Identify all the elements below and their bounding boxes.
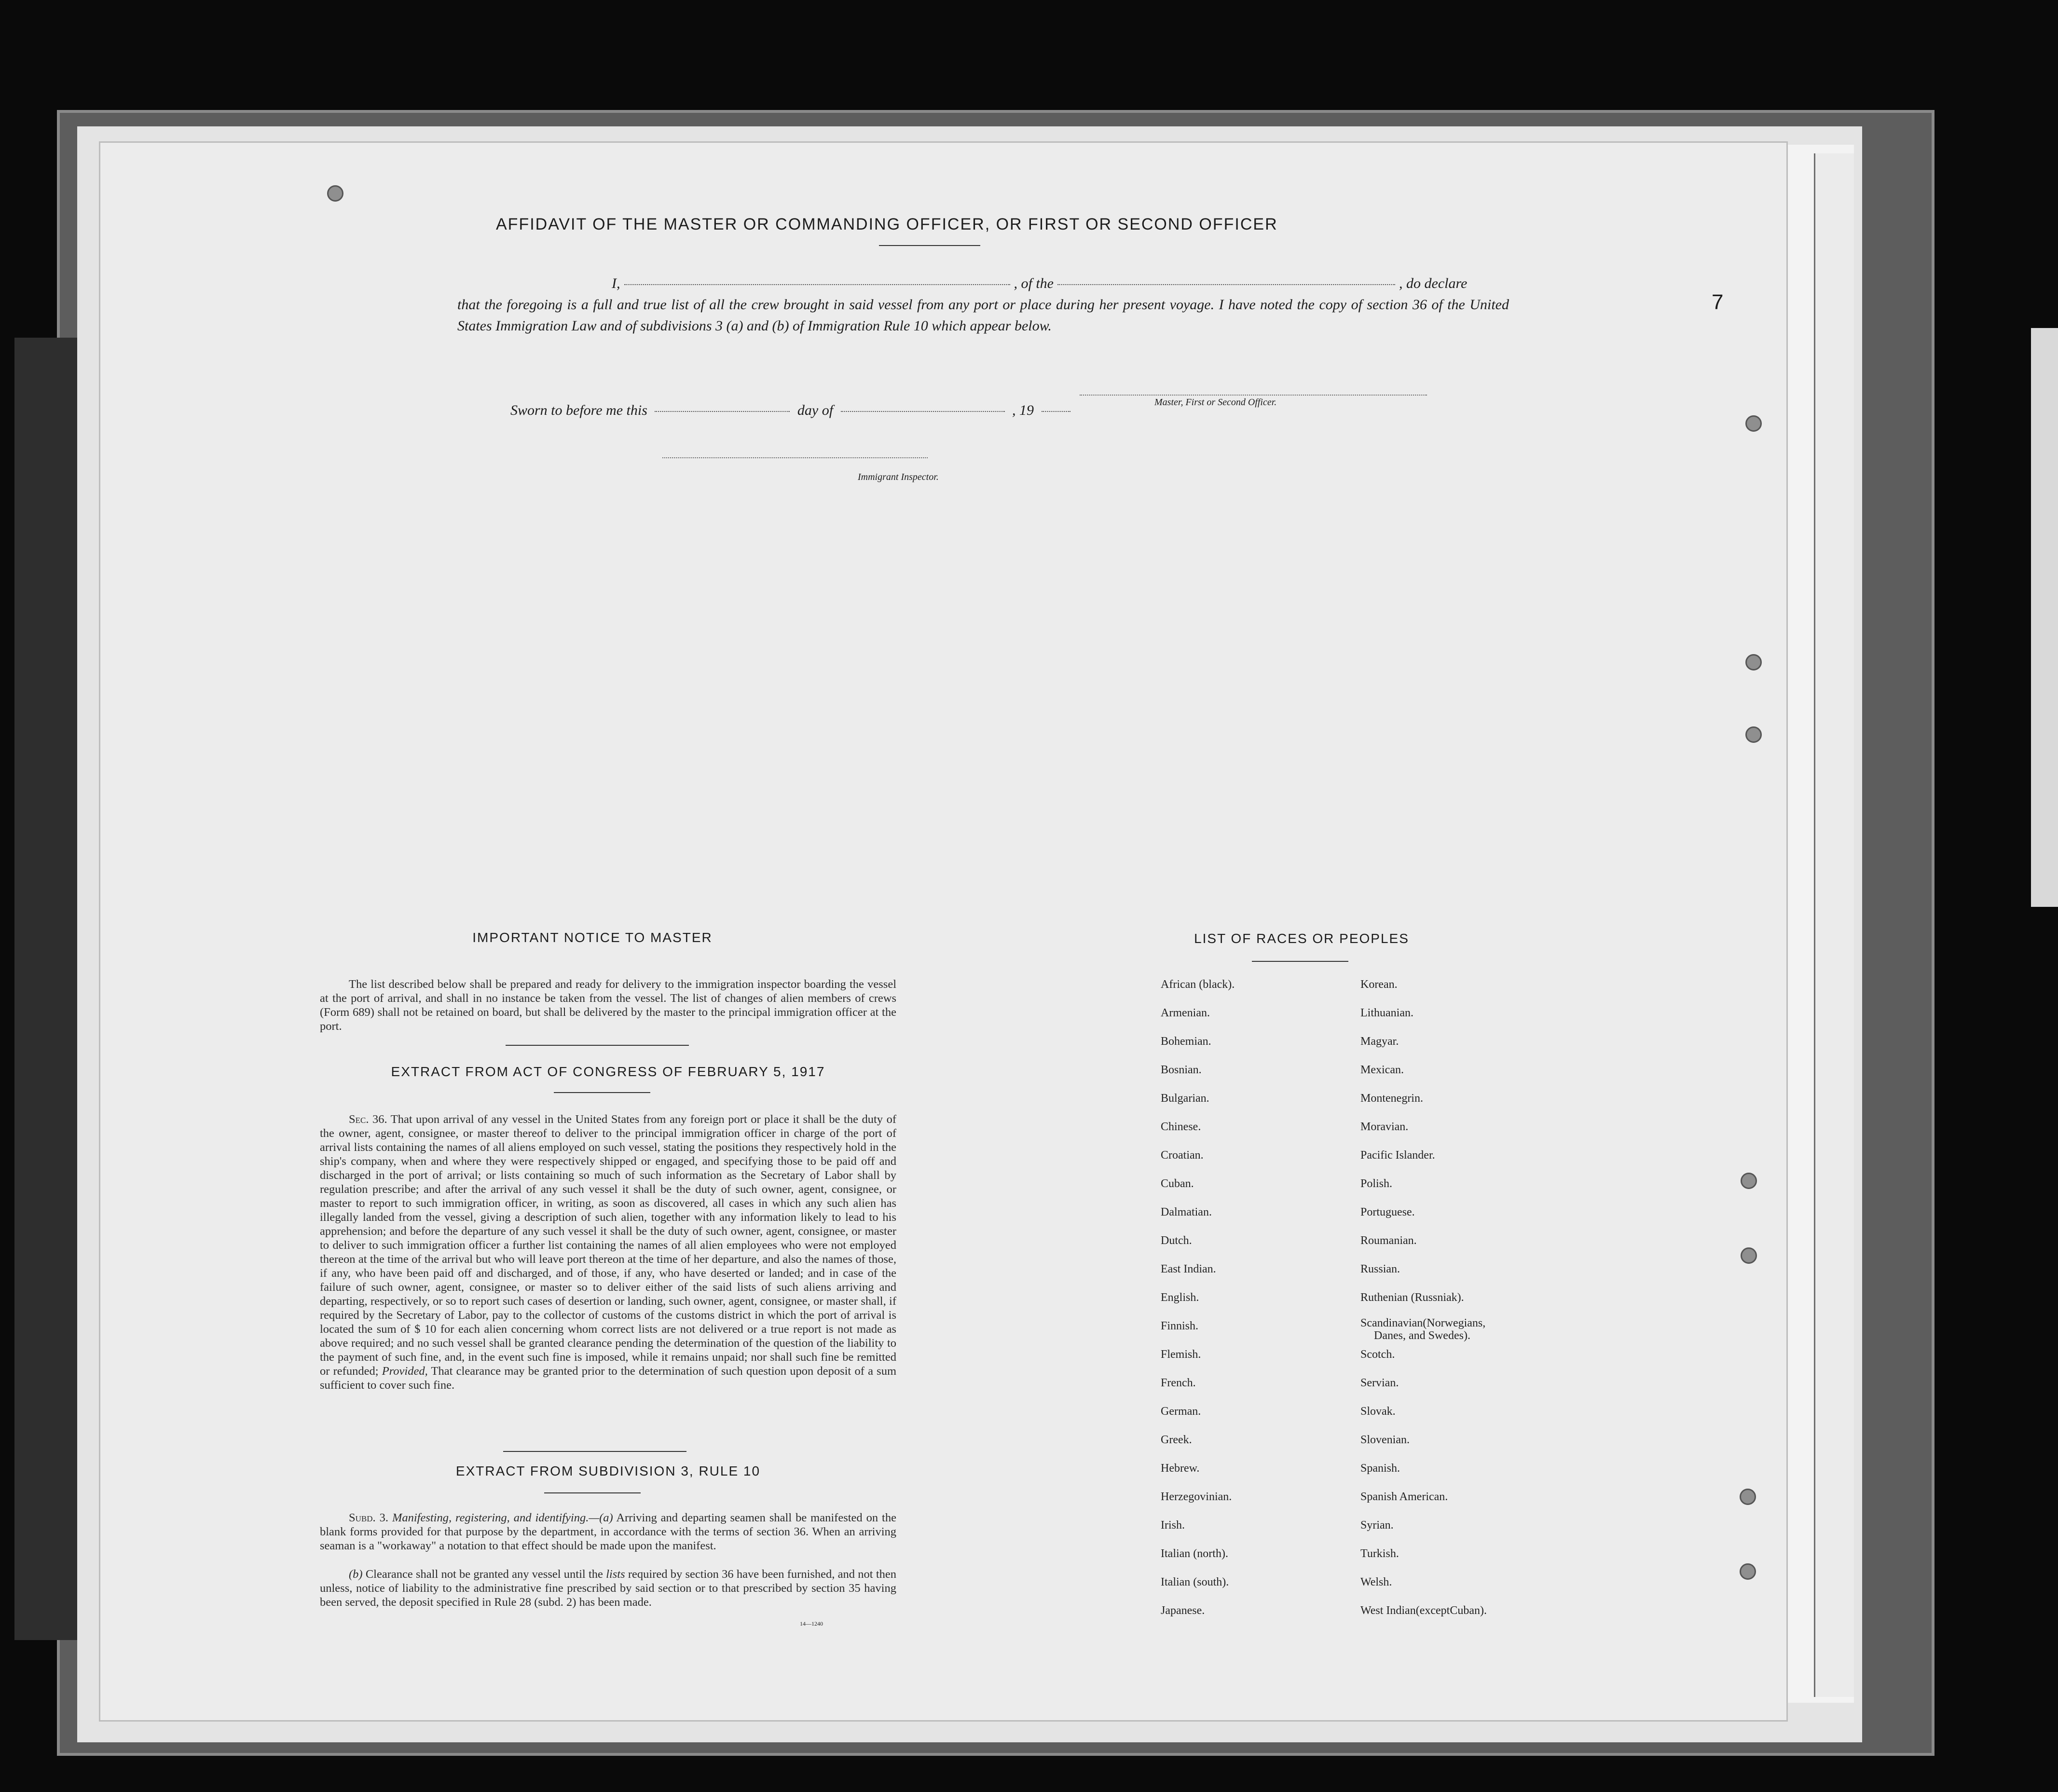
signature-label: Master, First or Second Officer.	[1154, 397, 1277, 408]
race-item: French.	[1161, 1377, 1196, 1389]
sworn-day: day of	[797, 402, 834, 418]
punch-hole	[1745, 726, 1762, 743]
race-item: Montenegrin.	[1360, 1092, 1423, 1105]
sec-label: Sec. 36.	[349, 1113, 387, 1126]
races-column-2	[1360, 971, 1487, 1625]
rule-subd-b	[320, 1567, 896, 1609]
race-item: Slovenian.	[1360, 1434, 1410, 1446]
divider	[879, 245, 980, 246]
punch-hole	[1740, 1489, 1756, 1505]
notice-title: IMPORTANT NOTICE TO MASTER	[472, 930, 713, 945]
rule-subd-a	[320, 1511, 896, 1553]
subd-b-2: required by section 36 have been furnished, and not then unless, notice of liability to the administrative fine prescribed by said section or to that prescribed by section 35 having been served, the deposit specified in Rule 28 (subd. 2) has been made.	[320, 1568, 896, 1609]
race-item: English.	[1161, 1291, 1199, 1304]
race-item: Pacific Islander.	[1360, 1149, 1435, 1162]
proviso-label: Provided,	[382, 1365, 428, 1378]
race-item: Flemish.	[1161, 1348, 1201, 1361]
race-item: Spanish American.	[1360, 1491, 1448, 1503]
section-36-text	[320, 1112, 896, 1392]
race-item: Finnish.	[1161, 1320, 1199, 1332]
sworn-year: , 19	[1012, 402, 1034, 418]
form-number: 14—1240	[800, 1620, 823, 1627]
race-item: Italian (south).	[1161, 1576, 1229, 1588]
sworn-year-blank	[1042, 411, 1070, 412]
race-item: Bulgarian.	[1161, 1092, 1209, 1105]
race-item: Scotch.	[1360, 1348, 1395, 1361]
sworn-date-blank	[655, 411, 790, 412]
punch-hole	[327, 185, 343, 202]
race-item: Herzegovinian.	[1161, 1491, 1232, 1503]
affidavit-text	[457, 273, 1509, 337]
margin-mark: 7	[1712, 290, 1724, 314]
punch-hole	[1745, 654, 1762, 670]
race-item: Dutch.	[1161, 1234, 1192, 1247]
name-blank	[624, 284, 1010, 285]
affidavit-body: that the foregoing is a full and true list of all the crew brought in said vessel from any port or place during her present voyage. I have noted the copy of section 36 of the United States Immigration Law and of subdivisions 3 (a) and (b) of Immigration Rule 10 which appear below.	[457, 297, 1509, 334]
affidavit-declare: , do declare	[1399, 275, 1468, 291]
race-item: Lithuanian.	[1360, 1007, 1413, 1019]
proviso-text: That clearance may be granted prior to the determination of such question upon deposit of a sum sufficient to cover such fine.	[320, 1365, 896, 1392]
race-item: Bohemian.	[1161, 1035, 1211, 1048]
subd-label: Subd. 3.	[349, 1511, 388, 1524]
affidavit-i: I,	[612, 275, 620, 291]
affidavit-of-the: , of the	[1014, 275, 1054, 291]
race-item: Greek.	[1161, 1434, 1192, 1446]
race-item: Croatian.	[1161, 1149, 1204, 1162]
signature-line	[1080, 395, 1427, 396]
race-item: Magyar.	[1360, 1035, 1399, 1048]
race-item: Polish.	[1360, 1177, 1393, 1190]
affidavit-title: AFFIDAVIT OF THE MASTER OR COMMANDING OFFICER, OR FIRST OR SECOND OFFICER	[496, 215, 1278, 233]
race-item-continuation: Danes, and Swedes).	[1374, 1329, 1470, 1342]
race-item: Turkish.	[1360, 1547, 1399, 1560]
race-item: Bosnian.	[1161, 1064, 1202, 1076]
notice-body: The list described below shall be prepared and ready for delivery to the immigration inspector boarding the vessel at the port of arrival, and shall in no instance be taken from the vessel. The list of changes of alien members of crews (Form 689) shall not be retained on board, but shall be delivered by the master to the principal immigration officer at the port.	[320, 978, 896, 1033]
manifest-page	[100, 143, 1786, 1720]
extract-rule-title: EXTRACT FROM SUBDIVISION 3, RULE 10	[455, 1464, 761, 1478]
race-item: Scandinavian(Norwegians, Danes, and Swedes).	[1360, 1312, 1487, 1341]
race-item: Slovak.	[1360, 1405, 1396, 1418]
lists-word: lists	[606, 1568, 625, 1581]
page-edge	[1814, 153, 1854, 1697]
extract-act-title: EXTRACT FROM ACT OF CONGRESS OF FEBRUARY 5, 1917	[391, 1064, 825, 1079]
punch-hole	[1741, 1247, 1757, 1264]
subd-heading: Manifesting, registering, and identifying.—(a)	[392, 1511, 613, 1524]
race-item: Hebrew.	[1161, 1462, 1200, 1475]
race-item: Moravian.	[1360, 1121, 1409, 1133]
punch-hole	[1741, 1173, 1757, 1189]
race-item: Ruthenian (Russniak).	[1360, 1291, 1464, 1304]
race-item: Japanese.	[1161, 1604, 1205, 1617]
inspector-line	[662, 457, 928, 458]
sworn-line	[510, 402, 1074, 419]
race-item: Servian.	[1360, 1377, 1399, 1389]
race-item: Armenian.	[1161, 1007, 1210, 1019]
race-item: German.	[1161, 1405, 1201, 1418]
divider	[544, 1492, 641, 1493]
race-item: Welsh.	[1360, 1576, 1392, 1588]
race-item: Mexican.	[1360, 1064, 1404, 1076]
race-item: West Indian(exceptCuban).	[1360, 1604, 1487, 1617]
b-label: (b)	[349, 1568, 363, 1581]
punch-hole	[1740, 1563, 1756, 1580]
subd-a-body: Arriving and departing seamen shall be manifested on the blank forms provided for that purpose by the department, in accordance with the terms of section 36. When an arriving seaman is a "workaway" a notation to that effect should be made upon the manifest.	[320, 1511, 896, 1552]
race-item: Spanish.	[1360, 1462, 1400, 1475]
divider	[506, 1045, 689, 1046]
sworn-start: Sworn to before me this	[510, 402, 647, 418]
race-item: Syrian.	[1360, 1519, 1394, 1532]
right-binding-tab	[2031, 328, 2058, 907]
race-item: Italian (north).	[1161, 1547, 1228, 1560]
races-title: LIST OF RACES OR PEOPLES	[1194, 931, 1409, 946]
race-item: East Indian.	[1161, 1263, 1216, 1275]
race-item: Cuban.	[1161, 1177, 1194, 1190]
punch-hole	[1745, 415, 1762, 432]
vessel-blank	[1057, 284, 1395, 285]
inspector-label: Immigrant Inspector.	[858, 472, 939, 482]
race-item: Chinese.	[1161, 1121, 1201, 1133]
divider	[503, 1451, 686, 1452]
sworn-month-blank	[841, 411, 1005, 412]
race-item: Portuguese.	[1360, 1206, 1415, 1218]
race-item: Russian.	[1360, 1263, 1400, 1275]
race-item: Dalmatian.	[1161, 1206, 1212, 1218]
subd-b-1: Clearance shall not be granted any vessel until the	[365, 1568, 603, 1581]
divider	[1252, 961, 1348, 962]
divider	[554, 1092, 650, 1093]
race-item: African (black).	[1161, 978, 1235, 991]
race-item: Roumanian.	[1360, 1234, 1417, 1247]
sec-body: That upon arrival of any vessel in the United States from any foreign port or place it shall be the duty of the owner, agent, consignee, or master thereof to deliver to the principal immigration officer in charge of the port of arrival lists containing the names of all aliens employed on such vessel, stating the positions they respectively hold in the ship's company, when and where they were respectively shipped or engaged, and specifying those to be paid off and discharged in the port of arrival; or lists containing so much of such information as the Secretary of Labor shall by regulation prescribe; and after the arrival of any such vessel it shall be the duty of such owner, agent, consignee, or master to report to such immigration officer, in writing, as soon as discovered, all cases in which any such alien has illegally landed from the vessel, giving a description of such alien, together with any information likely to lead to his apprehension; and before the departure of any such vessel it shall be the duty of such owner, agent, consignee, or master to deliver to such immigration officer a further list containing the names of all alien employees who were not employed thereon at the time of the arrival but who will leave port thereon at the time of her departure, and also the names of those, if any, who have been paid off and discharged, and of those, if any, who have deserted or landed; and in case of the failure of such owner, agent, consignee, or master so to deliver either of the said lists of such aliens arriving and departing, respectively, or so to report such cases of desertion or landing, such owner, agent, consignee, or master shall, if required by the Secretary of Labor, pay to the collector of customs of the customs district in which the port of arrival is located the sum of $ 10 for each alien concerning whom correct lists are not delivered or a true report is not made as above required; and no such vessel shall be granted clearance pending the determination of the question of the liability to the payment of such fine, and, in the event such fine is imposed, while it remains unpaid; nor shall such fine be remitted or refunded;	[320, 1113, 896, 1378]
race-item: Irish.	[1161, 1519, 1185, 1532]
races-column-1	[1161, 971, 1235, 1625]
race-item: Korean.	[1360, 978, 1398, 991]
